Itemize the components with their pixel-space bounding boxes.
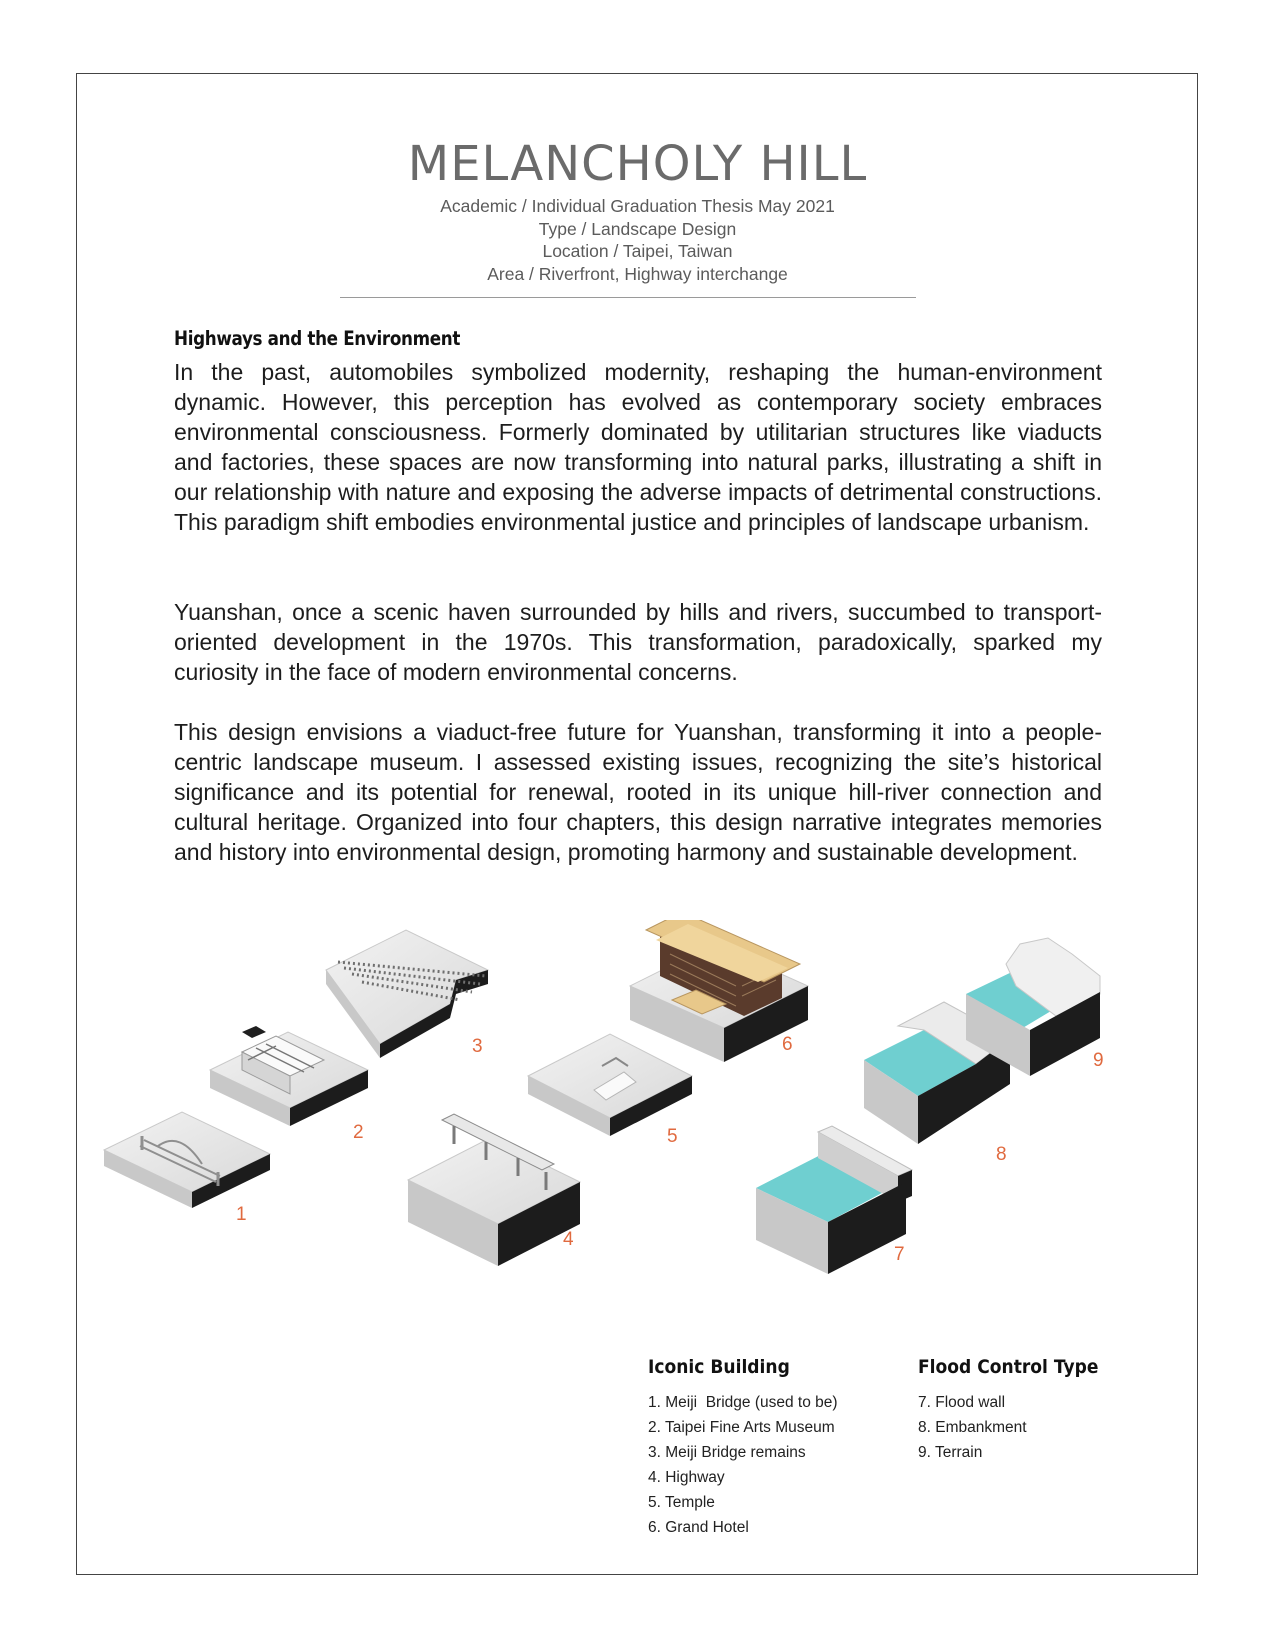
legend-flood-heading: Flood Control Type <box>918 1356 1099 1378</box>
block-1-meiji-bridge <box>104 1112 270 1208</box>
site-block-illustration <box>76 920 1198 1350</box>
meta-type: Type / Landscape Design <box>538 218 737 239</box>
body-paragraph-3: This design envisions a viaduct-free future for Yuanshan, transforming it into a people-centric landscape museum. I assessed existing issues, recognizing the site’s historical significance and its potential for renewal, rooted in its unique hill-river connection and cultural heritage. Organized into four chapters, this design narrative integrates memories and history into environmental design, promoting harmony and sustainable development. <box>174 719 1102 865</box>
block-5-temple <box>528 1034 692 1136</box>
body-paragraph-2: Yuanshan, once a scenic haven surrounded by hills and rivers, succumbed to transport-oriented development in the 1970s. This transformation, paradoxically, sparked my curiosity in the face of modern environmental concerns. <box>174 599 1102 685</box>
list-item: 5. Temple <box>648 1494 715 1511</box>
block-7-flood-wall <box>756 1126 912 1274</box>
block-3-bridge-remains <box>326 930 488 1058</box>
body-paragraph-1: In the past, automobiles symbolized modernity, reshaping the human-environment dynamic. However, this perception has evolved as contemporary society embraces environmental consciousness. Formerly dominated by utilitarian structures like viaducts and factories, these spaces are now transforming into natural parks, illustrating a shift in our relationship with nature and exposing the adverse impacts of detrimental constructions. This paradigm shift embodies environmental justice and principles of landscape urbanism. <box>174 359 1102 535</box>
list-item: 2. Taipei Fine Arts Museum <box>648 1419 835 1436</box>
list-item: 1. Meiji Bridge (used to be) <box>648 1394 838 1411</box>
title-divider <box>340 297 916 298</box>
project-meta <box>0 195 1275 285</box>
list-item: 4. Highway <box>648 1469 725 1486</box>
meta-academic: Academic / Individual Graduation Thesis May 2021 <box>440 196 835 216</box>
block-number-4: 4 <box>563 1229 574 1250</box>
block-number-5: 5 <box>667 1126 678 1147</box>
section-heading: Highways and the Environment <box>174 327 461 350</box>
block-4-highway <box>408 1114 580 1266</box>
block-number-7: 7 <box>894 1244 905 1265</box>
list-item: 6. Grand Hotel <box>648 1519 749 1536</box>
legend-iconic-list <box>648 1390 838 1540</box>
block-number-3: 3 <box>472 1036 483 1057</box>
block-number-9: 9 <box>1093 1050 1104 1071</box>
meta-location: Location / Taipei, Taiwan <box>542 241 733 261</box>
list-item: 9. Terrain <box>918 1444 983 1461</box>
block-number-8: 8 <box>996 1144 1007 1165</box>
block-number-6: 6 <box>782 1034 793 1055</box>
block-2-fine-arts-museum <box>210 1026 368 1126</box>
legend-flood-list <box>918 1390 1027 1465</box>
block-number-2: 2 <box>353 1122 364 1143</box>
block-number-1: 1 <box>236 1204 247 1225</box>
list-item: 7. Flood wall <box>918 1394 1006 1411</box>
legend-iconic-heading: Iconic Building <box>648 1356 790 1378</box>
page-title: MELANCHOLY HILL <box>407 136 868 192</box>
list-item: 3. Meiji Bridge remains <box>648 1444 806 1461</box>
meta-area: Area / Riverfront, Highway interchange <box>487 263 788 284</box>
list-item: 8. Embankment <box>918 1419 1027 1436</box>
